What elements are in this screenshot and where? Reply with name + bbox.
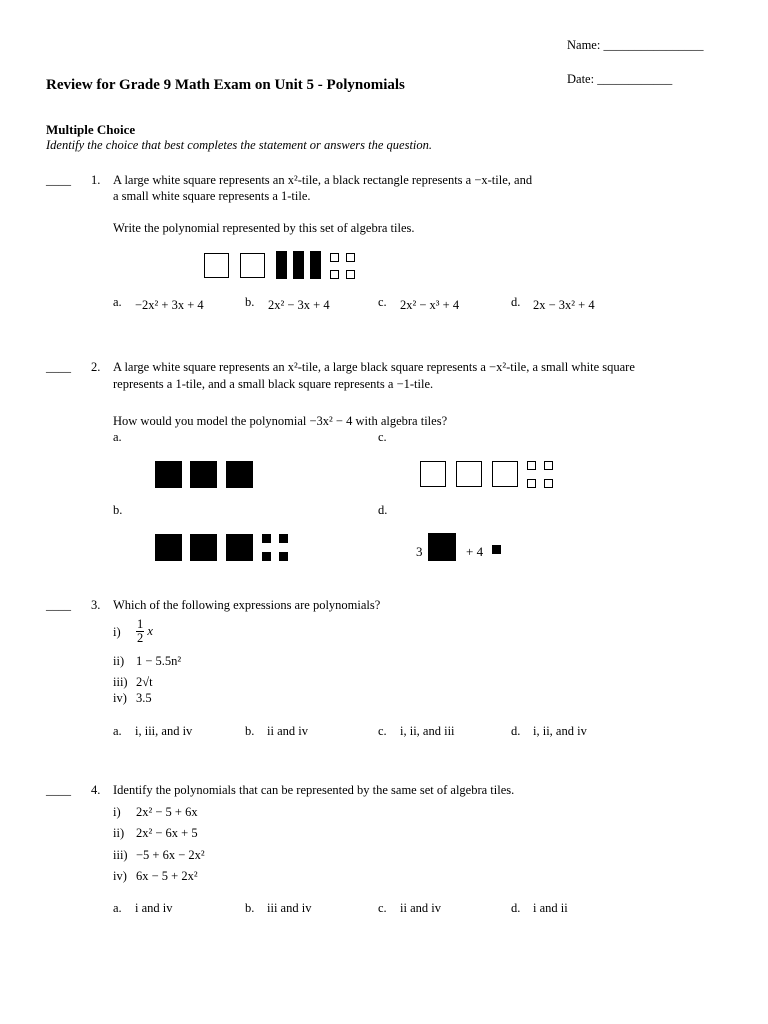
negative-x-squared-tile: [226, 534, 253, 561]
answer-blank: ____: [46, 783, 71, 797]
option-letter: a.: [113, 295, 122, 309]
negative-unit-tile: [262, 552, 271, 561]
negative-unit-tile: [492, 545, 501, 554]
negative-x-tile: [293, 251, 304, 279]
unit-tile: [330, 270, 339, 279]
option-text: ii and iv: [400, 901, 441, 915]
page-title: Review for Grade 9 Math Exam on Unit 5 - Polynomials: [46, 77, 405, 93]
question-prompt: Write the polynomial represented by this set of algebra tiles.: [113, 221, 415, 235]
option-text: i, iii, and iv: [135, 724, 193, 738]
option-text: ii and iv: [267, 724, 308, 738]
unit-tile: [346, 253, 355, 262]
answer-blank: ____: [46, 173, 71, 187]
date-field-label: Date: ____________: [567, 72, 673, 86]
section-instruction: Identify the choice that best completes the statement or answers the question.: [46, 138, 433, 152]
item-label: iv): [113, 691, 127, 705]
item-expression: 1 − 5.5n²: [136, 654, 182, 668]
option-letter: c.: [378, 901, 387, 915]
question-text: represents a 1-tile, and a small black square represents a −1-tile.: [113, 377, 434, 391]
unit-tile: [544, 461, 553, 470]
item-expression: 6x − 5 + 2x²: [136, 869, 198, 883]
x-squared-tile: [492, 461, 518, 487]
question-number: 3.: [91, 598, 101, 612]
item-expression: 2√t: [136, 675, 153, 689]
option-letter: d.: [511, 724, 521, 738]
item-label: i): [113, 625, 121, 639]
option-text: i, ii, and iv: [533, 724, 587, 738]
name-field-label: Name: ________________: [567, 38, 704, 52]
question-text: a small white square represents a 1-tile.: [113, 189, 311, 203]
item-label: iv): [113, 869, 127, 883]
option-letter: d.: [511, 295, 521, 309]
tile-count: 3: [416, 544, 423, 559]
question-number: 2.: [91, 360, 101, 374]
item-label: i): [113, 805, 121, 819]
question-prompt: How would you model the polynomial −3x² − 4 with algebra tiles?: [113, 414, 448, 428]
negative-x-squared-tile: [226, 461, 253, 488]
negative-x-squared-tile: [155, 534, 182, 561]
option-text: −2x² + 3x + 4: [135, 298, 204, 312]
option-text: i and iv: [135, 901, 173, 915]
item-label: ii): [113, 826, 125, 840]
x-squared-tile: [420, 461, 446, 487]
unit-tile: [330, 253, 339, 262]
x-squared-tile: [456, 461, 482, 487]
unit-tile: [544, 479, 553, 488]
question-text: A large white square represents an x²-tile, a black rectangle represents a −x-tile, and: [113, 173, 533, 187]
option-letter: b.: [245, 901, 255, 915]
negative-unit-tile: [279, 534, 288, 543]
unit-tile: [527, 479, 536, 488]
item-expression: $\frac{1}{2}$ x: [137, 617, 153, 645]
answer-blank: ____: [46, 598, 71, 612]
option-letter: d.: [511, 901, 521, 915]
option-letter: b.: [245, 295, 255, 309]
question-text: Which of the following expressions are polynomials?: [113, 598, 381, 612]
option-text: 2x − 3x² + 4: [533, 298, 595, 312]
negative-x-tile: [276, 251, 287, 279]
option-letter: b.: [113, 503, 123, 517]
item-expression: 3.5: [136, 691, 152, 705]
tile-count: + 4: [466, 544, 484, 559]
item-label: iii): [113, 848, 128, 862]
option-letter: a.: [113, 901, 122, 915]
negative-x-tile: [310, 251, 321, 279]
option-letter: c.: [378, 724, 387, 738]
option-letter: c.: [378, 430, 387, 444]
item-label: iii): [113, 675, 128, 689]
option-letter: b.: [245, 724, 255, 738]
option-text: i and ii: [533, 901, 568, 915]
item-expression: 2x² − 5 + 6x: [136, 805, 198, 819]
option-letter: a.: [113, 430, 122, 444]
option-letter: d.: [378, 503, 388, 517]
negative-unit-tile: [262, 534, 271, 543]
option-letter: c.: [378, 295, 387, 309]
negative-x-squared-tile: [428, 533, 456, 561]
option-text: iii and iv: [267, 901, 312, 915]
question-number: 1.: [91, 173, 101, 187]
x-squared-tile: [240, 253, 265, 278]
answer-blank: ____: [46, 360, 71, 374]
item-expression: 2x² − 6x + 5: [136, 826, 198, 840]
negative-x-squared-tile: [190, 461, 217, 488]
section-heading: Multiple Choice: [46, 122, 136, 137]
option-text: i, ii, and iii: [400, 724, 455, 738]
option-letter: a.: [113, 724, 122, 738]
item-label: ii): [113, 654, 125, 668]
unit-tile: [527, 461, 536, 470]
negative-x-squared-tile: [155, 461, 182, 488]
question-number: 4.: [91, 783, 101, 797]
x-squared-tile: [204, 253, 229, 278]
item-expression: −5 + 6x − 2x²: [136, 848, 205, 862]
option-text: 2x² − x³ + 4: [400, 298, 460, 312]
question-text: Identify the polynomials that can be represented by the same set of algebra tiles.: [113, 783, 515, 797]
unit-tile: [346, 270, 355, 279]
negative-x-squared-tile: [190, 534, 217, 561]
option-text: 2x² − 3x + 4: [268, 298, 330, 312]
negative-unit-tile: [279, 552, 288, 561]
question-text: A large white square represents an x²-tile, a large black square represents a −x²-tile, a small white square: [113, 360, 635, 374]
